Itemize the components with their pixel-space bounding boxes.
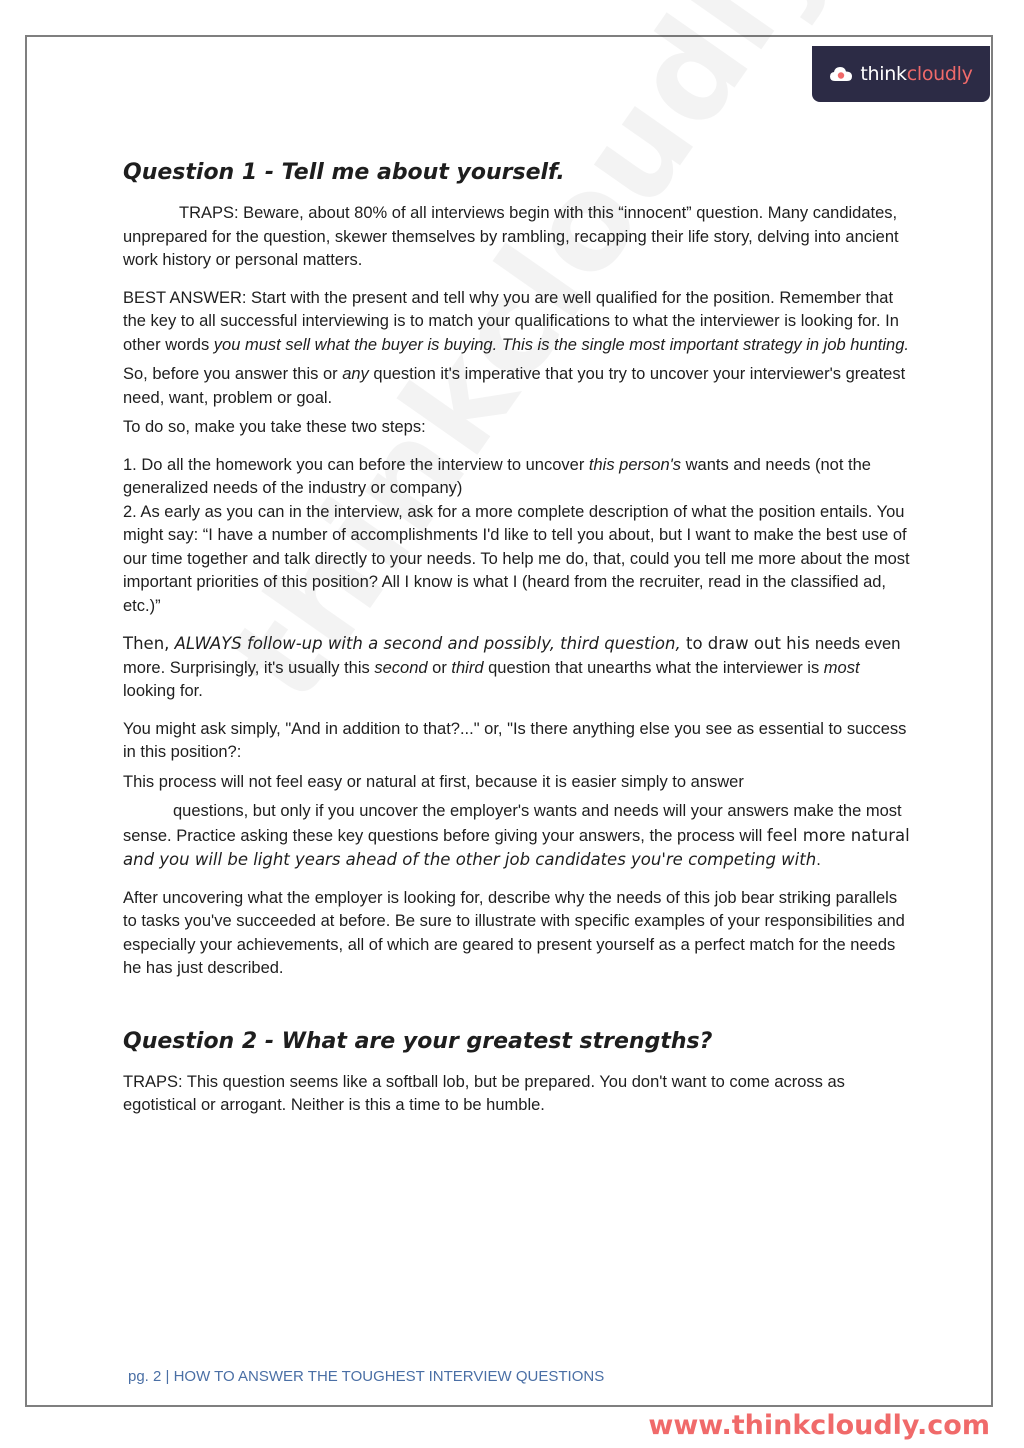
cloud-brain-icon	[829, 64, 853, 84]
q1-then-paragraph: Then, ALWAYS follow-up with a second and possibly, third question, to draw out his needs even more. Surprisingly, it's usually this second or third question that unearths what the interviewer is most looking for.	[123, 634, 901, 700]
emphasis: you must sell what the buyer is buying. This is the single most important strategy in job hunting.	[213, 335, 909, 354]
q1-process-paragraph: questions, but only if you uncover the employer's wants and needs will your answers make the most sense. Practice asking these key questions before giving your answers, the process will feel more natural and you will be light years ahead of the other job candidates you're competing with.	[123, 802, 910, 869]
q1-process-line-1: This process will not feel easy or natural at first, because it is easier simply to answer	[123, 772, 744, 791]
q2-traps: TRAPS: This question seems like a softball lob, but be prepared. You don't want to come across as egotistical or arrogant. Neither is this a time to be humble.	[123, 1072, 845, 1114]
q1-ask: You might ask simply, "And in addition to that?..." or, "Is there anything else you see as essential to success in this position?:	[123, 719, 907, 761]
q1-after: After uncovering what the employer is looking for, describe why the needs of this job bear striking parallels to tasks you've succeeded at before. Be sure to illustrate with specific examples of your responsibilities and especially your achievements, all of which are geared to present yourself as a perfect match for the needs he has just described.	[123, 888, 905, 977]
page-footer: pg. 2 | HOW TO ANSWER THE TOUGHEST INTERVIEW QUESTIONS	[128, 1368, 605, 1385]
emphasis: this person's	[588, 455, 682, 474]
q1-traps: TRAPS: Beware, about 80% of all interviews begin with this “innocent” question. Many candidates, unprepared for the question, skewer themselves by rambling, recapping their life story, delving into ancient work history or personal matters.	[123, 204, 899, 269]
document-body	[123, 158, 913, 1118]
emphasis: and you will be light years ahead of the other job candidates you're competing with	[123, 850, 817, 869]
q1-step-2: 2. As early as you can in the interview, ask for a more complete description of what the position entails. You might say: “I have a number of accomplishments I'd like to tell you about, but I want to make the best use of our time together and talk directly to your needs. To help me do, that, could you tell me more about the most important priorities of this position? All I know is what I (heard from the recruiter, read in the classified ad, etc.)”	[123, 502, 910, 615]
q1-best-answer: BEST ANSWER: Start with the present and tell why you are well qualified for the position. Remember that the key to all successful interviewing is to match your qualifications to what the interviewer is looking for. In other words you must sell what the buyer is buying. This is the single most important strategy in job hunting.	[123, 288, 909, 354]
logo-text-cloudly: cloudly	[906, 63, 973, 85]
emphasis: second	[374, 658, 428, 677]
question-2-title: Question 2 - What are your greatest strengths?	[123, 1028, 713, 1054]
q1-todo: To do so, make you take these two steps:	[123, 418, 426, 436]
emphasis: ALWAYS follow-up with a second and possibly, third question,	[174, 634, 681, 653]
website-url: www.thinkcloudly.com	[648, 1410, 990, 1441]
emphasis: any	[342, 365, 369, 383]
emphasis: most	[823, 658, 860, 677]
brand-logo	[812, 46, 990, 102]
logo-text-think: think	[860, 63, 907, 85]
emphasis: third	[451, 658, 484, 677]
question-1-title: Question 1 - Tell me about yourself.	[123, 160, 565, 185]
q1-so-paragraph: So, before you answer this or any question it's imperative that you try to uncover your interviewer's greatest need, want, problem or goal.	[123, 365, 906, 407]
q1-step-1: 1. Do all the homework you can before the interview to uncover this person's wants and needs (not the generalized needs of the industry or company)	[123, 455, 871, 497]
